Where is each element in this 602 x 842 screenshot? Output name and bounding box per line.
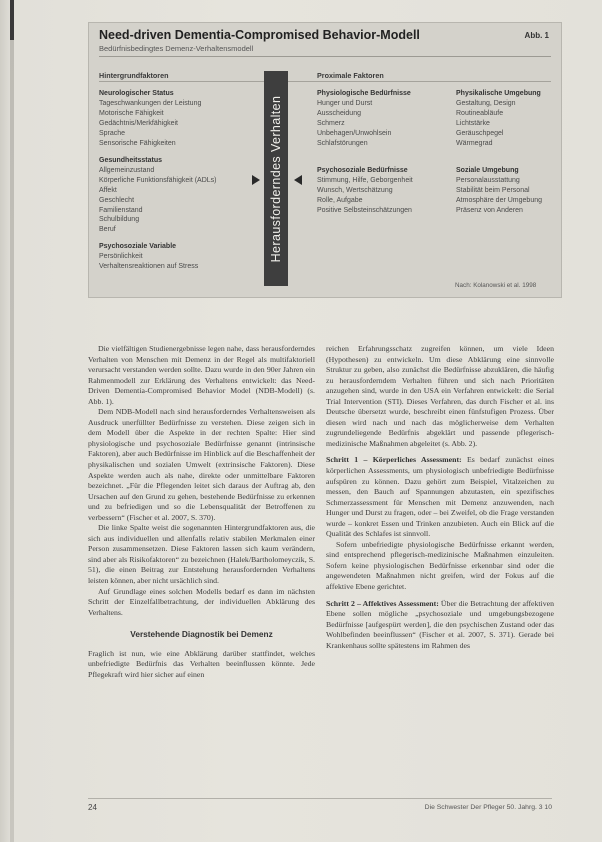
step-1-text: Es bedarf zunächst eines körperlichen Assessments, um physiologisch unbefriedigte Bedürfnisse aufspüren zu können. Dazu gehört zum Beispiel, Vitalzeichen zu messen, den Bauch auf Spannungen abzutasten, ein spezifisches Schmerzassessment für Menschen mit Demenz anzuwenden, nach Hunger und Durst zu fragen, oder – bei Zweifel, ob die Frage verstanden wurde – konkret Essen und Trinken anzubieten. Auch ein Blick auf die Qualität des Schlafes ist sinnvoll. (326, 455, 555, 539)
group-item: Wunsch, Wertschätzung (317, 186, 393, 194)
group-heading: Soziale Umgebung (456, 167, 519, 174)
figure-title: Need-driven Dementia-Compromised Behavior-Modell (99, 28, 420, 42)
group-item: Verhaltensreaktionen auf Stress (99, 262, 199, 270)
center-behavior-label: Herausforderndes Verhalten (269, 95, 283, 263)
group-item: Gedächtnis/Merkfähigkeit (99, 119, 178, 127)
step-1-paragraph (326, 455, 554, 539)
right-group-physiological (317, 89, 411, 148)
text-column-right (326, 344, 554, 651)
group-item: Schlafstörungen (317, 139, 368, 147)
group-item: Ausscheidung (317, 109, 361, 117)
step-2-paragraph (326, 599, 554, 652)
group-item: Motorische Fähigkeit (99, 109, 164, 117)
text-column-left (88, 344, 315, 680)
step-2-label: Schritt 2 – Affektives Assessment: (326, 598, 439, 608)
group-item: Wärmegrad (456, 139, 493, 147)
group-item: Familienstand (99, 206, 143, 214)
group-item: Schulbildung (99, 216, 140, 224)
group-item: Hunger und Durst (317, 99, 373, 107)
group-item: Persönlichkeit (99, 252, 143, 260)
binding-shadow (10, 0, 14, 842)
group-item: Schmerz (317, 119, 345, 127)
figure-rule (99, 56, 551, 57)
group-item: Gestaltung, Design (456, 99, 516, 107)
group-item: Präsenz von Anderen (456, 206, 523, 214)
figure-subtitle: Bedürfnisbedingtes Demenz-Verhaltensmodell (99, 44, 254, 53)
paragraph: Fraglich ist nun, wie eine Abklärung darüber stattfindet, welches unbefriedigte Bedürfnis das Verhalten beeinflussen könnte. Jede Pflegekraft wird hier sicher auf einen (88, 648, 315, 679)
right-column-heading: Proximale Faktoren (317, 71, 384, 80)
paragraph: Die linke Spalte weist die sogenannten Hintergrundfaktoren aus, die sich aus individuellen und allenfalls relativ stabilen Merkmalen einer Person zusammensetzen. Diese Faktoren lassen sich kaum verändern, sind aber als Risikofaktoren“ zu bezeichnen (Halek/Bartholomeyczik, S. 51), die einen Beitrag zur Entstehung herausfordernden Verhaltens leisten können, aber nicht ursächlich sind. (88, 523, 315, 586)
group-item: Rolle, Aufgabe (317, 196, 363, 204)
group-item: Geräuschpegel (456, 129, 504, 137)
left-column-heading: Hintergrundfaktoren (99, 71, 169, 80)
group-item: Sprache (99, 129, 126, 137)
paragraph: reichen Erfahrungsschatz zugreifen können, um viele Ideen (Hypothesen) zu entwickeln. Um diese Abklärung eine sinnvolle Struktur zu geben, also zunächst die Bedürfnisse abzuklären, die häufig zu herausforderndem Verhalten führen und sich nach Prioritäten anzugehen sind, wurde in den USA ein Verfahren entwickelt: die Serial Trial Intervention (STI). Dieses Verfahren, das durch Fischer et al. ins Deutsche übersetzt wurde, beschreibt einen fünfstufigen Prozess. Über diesen wird nach und nach das möglicherweise dem Verhalten zugrundeliegende Bedürfnis abgeklärt und passende pflegerisch-medizinische Maßnahmen abgeleitet (s. Abb. 2). (326, 344, 554, 448)
group-item: Positive Selbsteinschätzungen (317, 206, 412, 214)
group-item: Geschlecht (99, 196, 135, 204)
group-heading: Psychosoziale Variable (99, 243, 177, 250)
right-group-psychosocial-needs (317, 166, 413, 216)
footer-rule (88, 798, 552, 799)
left-heading-rule (99, 81, 339, 82)
group-item: Unbehagen/Unwohlsein (317, 129, 392, 137)
group-item: Körperliche Funktionsfähigkeit (ADLs) (99, 176, 217, 184)
paragraph: Sofern unbefriedigte physiologische Bedürfnisse erkannt werden, sind entsprechend pflegerisch-medizinische Maßnahmen einzuleiten. Sofern keine physiologischen Bedürfnisse erkennbar sind oder die angewendeten Maßnahmen nicht greifen, wird der Fokus auf die affektive Ebene gerichtet. (326, 539, 554, 592)
right-heading-rule (317, 81, 551, 82)
journal-footer: Die Schwester Der Pfleger 50. Jahrg. 3 10 (424, 804, 552, 811)
step-1-label: Schritt 1 – Körperliches Assessment: (326, 455, 462, 465)
group-item: Stabilität beim Personal (456, 186, 530, 194)
group-item: Routineabläufe (456, 109, 504, 117)
step-2-text: Über die Betrachtung der affektiven Ebene sollen mögliche „psychosoziale und umgebungsbezogene Bedürfnisse [aufgespürt werden], die den psychischen Zustand oder das Wohlbefinden beeinflussen“ (Fischer et al. 2007, S. 371). Gerade bei Krankenhaus sollte spätestens im Rahmen des (326, 598, 554, 650)
group-item: Sensorische Fähigkeiten (99, 139, 176, 147)
left-group-psychosocial (99, 242, 198, 272)
right-group-physical-environment (456, 89, 541, 148)
left-group-health (99, 156, 217, 235)
group-item: Atmosphäre der Umgebung (456, 196, 542, 204)
paragraph: Dem NDB-Modell nach sind herausforderndes Verhaltensweisen als Ausdruck unerfüllter Bedürfnisse zu verstehen. Diese zeigen sich in dem Modell über die Aspekte in der rechten Spalte: Hier sind physiologische und psychosoziale Bedürfnisse genannt (intrinsische Faktoren), aber auch Bedürfnisse im Hinblick auf die Beschaffenheit der physikalischen und sozialen Umwelt (extrinsische Faktoren). Diese Aspekte werden auch als nahe, direkte oder unmittelbare Faktoren bezeichnet. „Für die Pflegenden leitet sich daraus der Auftrag ab, den Ursachen auf den Grund zu gehen, bestehende Bedürfnisse zu erkennen und zu befriedigen und so die Lebensqualität der Betroffenen zu verbessern“ (Fischer et al. 2007, S. 370). (88, 407, 315, 522)
group-item: Tageschwankungen der Leistung (99, 99, 202, 107)
group-item: Personalausstattung (456, 176, 520, 184)
paragraph: Auf Grundlage eines solchen Modells bedarf es dann im nächsten Schritt der Einzelfallbetrachtung, der individuellen Abklärung des Verhaltens. (88, 586, 315, 617)
right-group-social-environment (456, 166, 542, 216)
group-heading: Physikalische Umgebung (456, 90, 541, 97)
section-heading: Verstehende Diagnostik bei Demenz (130, 629, 273, 640)
group-item: Allgemeinzustand (99, 166, 155, 174)
group-item: Beruf (99, 226, 116, 234)
figure-label: Abb. 1 (524, 31, 549, 40)
group-heading: Gesundheitsstatus (99, 157, 163, 164)
group-heading: Physiologische Bedürfnisse (317, 90, 411, 97)
paragraph: Die vielfältigen Studienergebnisse legen nahe, dass herausforderndes Verhalten von Menschen mit Demenz in der Regel als multifaktoriell verursacht verstanden werden sollte. Dazu wurde in den 90er Jahren ein Rahmenmodell zur Erklärung des Verhaltens entwickelt: das Need-Driven Dementia-Compromised Behavior Model (NDB-Modell) (s. Abb. 1). (88, 344, 315, 406)
arrow-left-icon (294, 175, 302, 185)
left-group-neurological (99, 89, 201, 148)
group-heading: Neurologischer Status (99, 90, 174, 97)
group-item: Stimmung, Hilfe, Geborgenheit (317, 176, 413, 184)
figure-source: Nach: Kolanowski et al. 1998 (455, 282, 537, 289)
group-item: Affekt (99, 186, 117, 194)
figure-box (88, 22, 562, 298)
group-item: Lichtstärke (456, 119, 490, 127)
group-heading: Psychosoziale Bedürfnisse (317, 167, 408, 174)
arrow-right-icon (252, 175, 260, 185)
page-number: 24 (88, 803, 97, 812)
